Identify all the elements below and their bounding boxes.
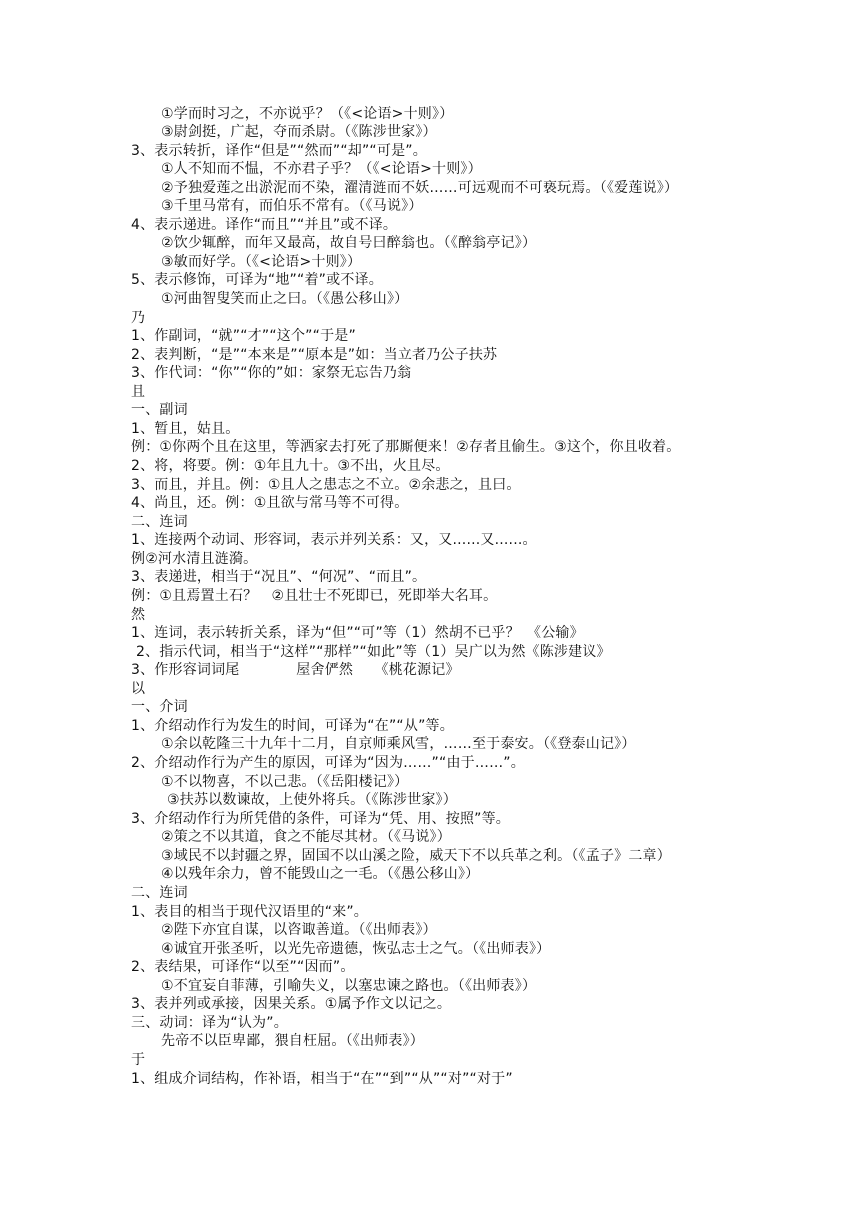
text-line: 3、表示转折，译作“但是”“然而”“却”“可是”。 xyxy=(131,143,427,159)
text-line: 二、连词 xyxy=(131,885,188,901)
text-line: 3、表并列或承接，因果关系。①属予作文以记之。 xyxy=(131,996,452,1012)
text-line: ③域民不以封疆之界，固国不以山溪之险，威天下不以兵革之利。（《孟子》二章） xyxy=(161,848,671,864)
text-line: 二、连词 xyxy=(131,514,188,530)
text-line: ③尉剑挺，广起，夺而杀尉。（《陈涉世家》） xyxy=(161,124,437,140)
text-line: 先帝不以臣卑鄙，猥自枉屈。（《出师表》） xyxy=(161,1033,424,1049)
text-line: 一、副词 xyxy=(131,402,188,418)
text-line: ③千里马常有，而伯乐不常有。（《马说》） xyxy=(161,198,423,214)
text-line: ②饮少辄醉，而年又最高，故自号曰醉翁也。（《醉翁亭记》） xyxy=(161,235,537,251)
text-line: 1、介绍动作行为发生的时间，可译为“在”“从”等。 xyxy=(131,718,454,734)
text-line: 3、表递进，相当于“况且”、“何况”、“而且”。 xyxy=(131,569,427,585)
text-line: 1、连词，表示转折关系，译为“但”“可”等（1）然胡不已乎？ 《公输》 xyxy=(131,625,584,641)
text-line: ①不宜妄自菲薄，引喻失义，以塞忠谏之路也。（《出师表》） xyxy=(161,978,537,994)
text-line: ④诚宜开张圣听，以光先帝遗德，恢弘志士之气。（《出师表》） xyxy=(161,941,551,957)
text-line: ①学而时习之，不亦说乎？（《<论语>十则》） xyxy=(161,106,454,122)
section-heading: 以 xyxy=(131,681,146,697)
section-heading: 乃 xyxy=(131,310,146,326)
text-line: 例：①且焉置土石？ ②且壮士不死即已，死即举大名耳。 xyxy=(131,588,498,604)
text-line: 3、作形容词词尾 屋舍俨然 《桃花源记》 xyxy=(131,662,460,678)
text-line: ①不以物喜，不以己悲。（《岳阳楼记》） xyxy=(161,774,409,790)
text-line: ④以残年余力，曾不能毁山之一毛。（《愚公移山》） xyxy=(161,866,480,882)
section-heading: 且 xyxy=(131,384,146,400)
text-line: 1、作副词，“就”“才”“这个”“于是” xyxy=(131,328,356,344)
text-line: ①河曲智叟笑而止之曰。（《愚公移山》） xyxy=(161,291,409,307)
text-line: 3、介绍动作行为所凭借的条件，可译为“凭、用、按照”等。 xyxy=(131,811,511,827)
text-line: 4、尚且，还。例：①且欲与常马等不可得。 xyxy=(131,495,409,511)
text-line: 三、动词：译为“认为”。 xyxy=(131,1015,288,1031)
text-line: 1、暂且，姑且。 xyxy=(131,421,240,437)
text-line: 3、作代词：“你”“你的”如：家祭无忘告乃翁 xyxy=(131,365,412,381)
text-line: 1、连接两个动词、形容词，表示并列关系：又，又......又......。 xyxy=(131,532,537,548)
text-line: ③扶苏以数谏故，上使外将兵。（《陈涉世家》） xyxy=(167,792,457,808)
text-line: 1、组成介词结构，作补语，相当于“在”“到”“从”“对”“对于” xyxy=(131,1071,513,1087)
text-line: 2、指示代词，相当于“这样”“那样”“如此”等（1）吴广以为然《陈涉建议》 xyxy=(136,644,611,660)
text-line: ③敏而好学。（《<论语>十则》） xyxy=(161,254,362,270)
section-heading: 然 xyxy=(131,607,146,623)
text-line: ②予独爱莲之出淤泥而不染，濯清涟而不妖……可远观而不可亵玩焉。（《爱莲说》） xyxy=(161,180,679,196)
text-line: ①余以乾隆三十九年十二月，自京师乘风雪，……至于泰安。（《登泰山记》） xyxy=(161,736,636,752)
text-line: 2、介绍动作行为产生的原因，可译为“因为……”“由于……”。 xyxy=(131,755,525,771)
text-line: 一、介词 xyxy=(131,699,188,715)
section-heading: 于 xyxy=(131,1052,146,1068)
text-line: 2、表结果，可译作“以至”“因而”。 xyxy=(131,959,355,975)
text-line: 例②河水清且涟漪。 xyxy=(131,551,258,567)
text-line: 1、表目的相当于现代汉语里的“来”。 xyxy=(131,904,369,920)
text-line: ②策之不以其道，食之不能尽其材。（《马说》） xyxy=(161,829,451,845)
text-line: 3、而且，并且。例：①且人之患志之不立。②余悲之，且曰。 xyxy=(131,477,521,493)
text-line: ②陛下亦宜自谋，以咨诹善道。（《出师表》） xyxy=(161,922,437,938)
text-line: ①人不知而不愠，不亦君子乎？（《<论语>十则》） xyxy=(161,161,482,177)
text-line: 例：①你两个且在这里，等洒家去打死了那厮便来！②存者且偷生。③这个，你且收着。 xyxy=(131,439,681,455)
text-line: 2、表判断，“是”“本来是”“原本是”如：当立者乃公子扶苏 xyxy=(131,347,498,363)
text-line: 2、将，将要。例：①年且九十。③不出，火且尽。 xyxy=(131,458,450,474)
text-line: 4、表示递进。译作“而且”“并且”或不译。 xyxy=(131,217,398,233)
text-line: 5、表示修饰，可译为“地”“着”或不译。 xyxy=(131,272,383,288)
